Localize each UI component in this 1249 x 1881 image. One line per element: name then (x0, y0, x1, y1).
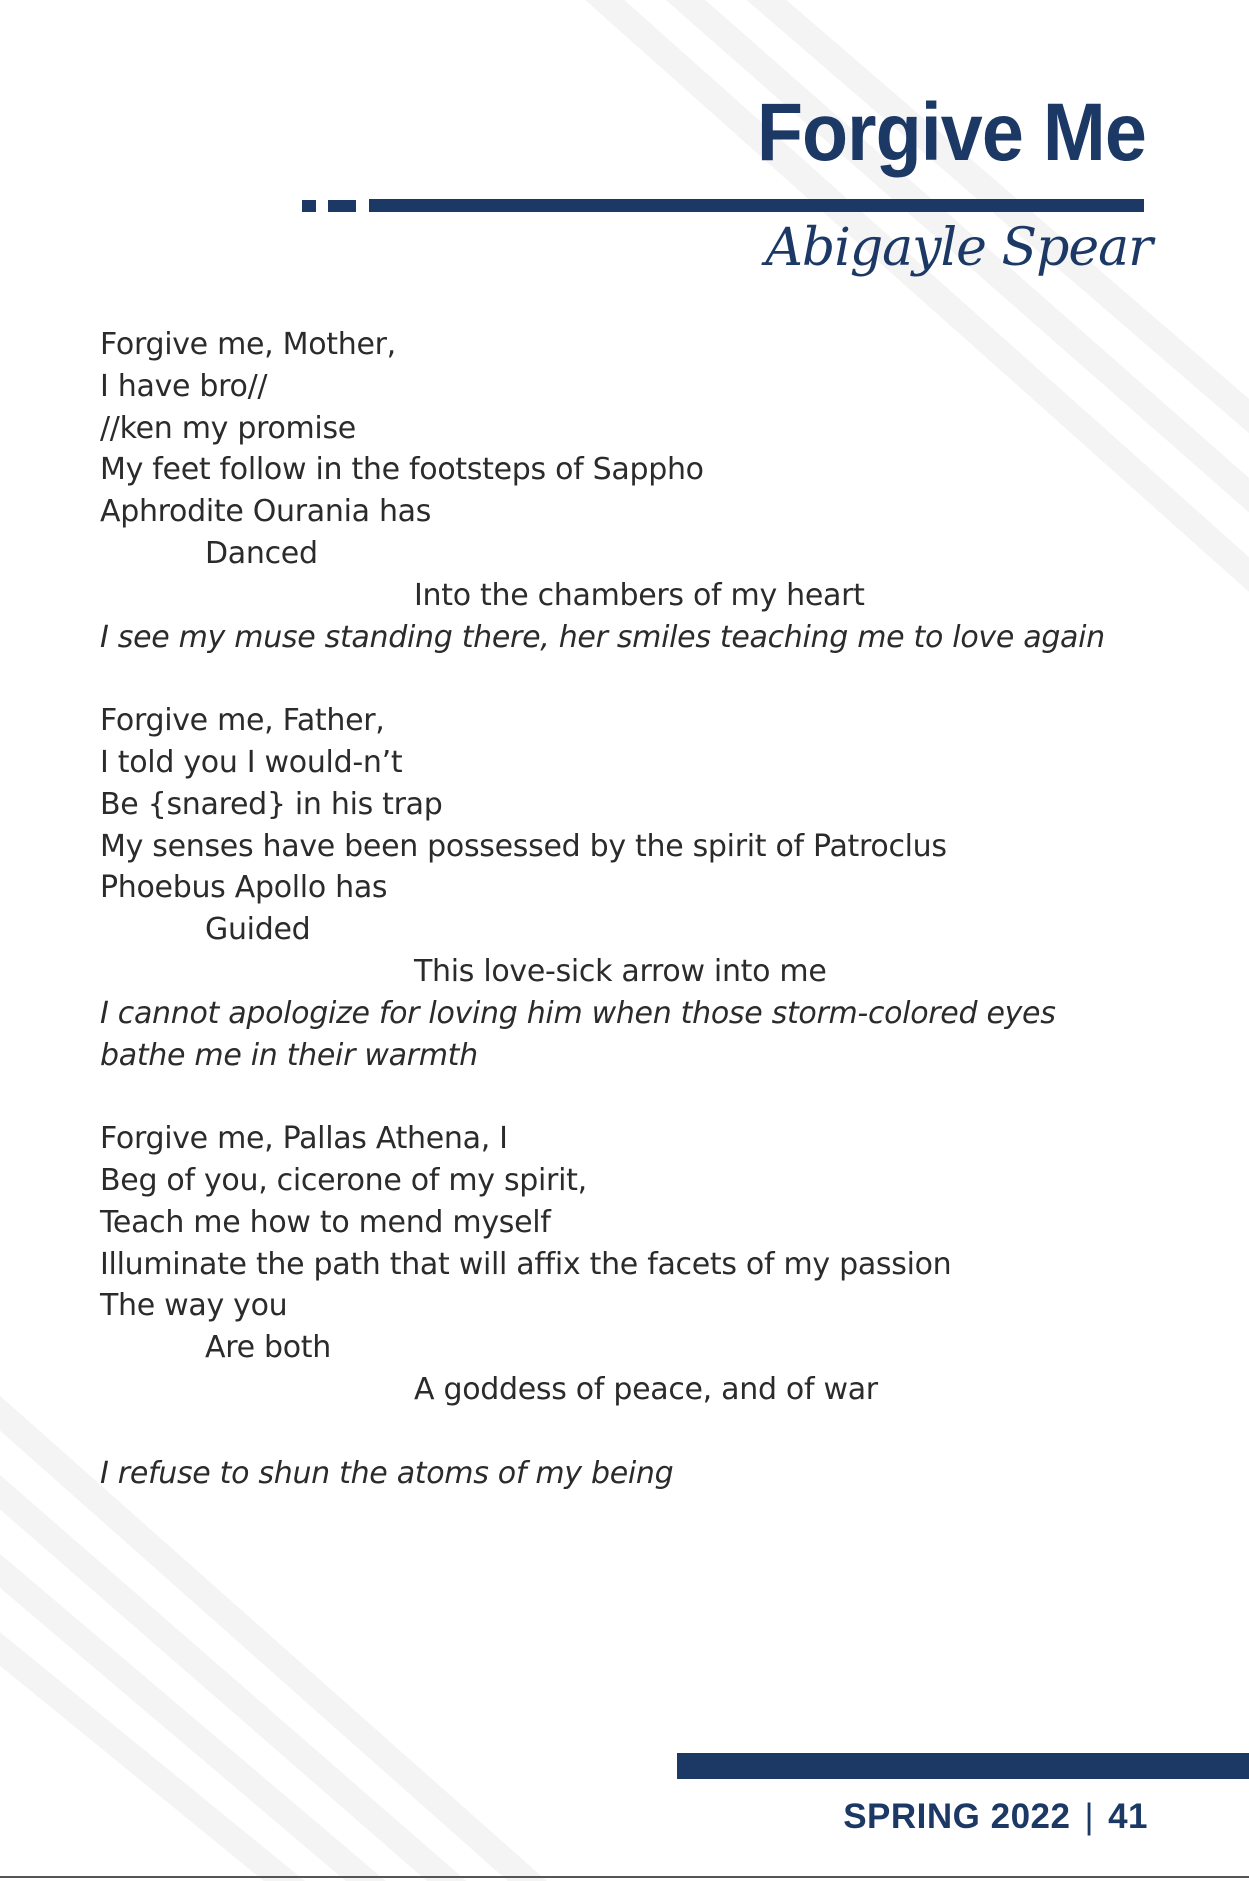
poem-line: Into the chambers of my heart (414, 577, 865, 613)
stanza-break (100, 1076, 1180, 1118)
page-footer (843, 1797, 1148, 1837)
poem-line: bathe me in their warmth (100, 1037, 478, 1073)
issue-label: SPRING 2022 (843, 1797, 1071, 1836)
poem-title: Forgive Me (756, 87, 1146, 178)
poem-line: The way you (100, 1288, 288, 1324)
poem-line: I told you I would-n’t (100, 744, 403, 780)
poem-line: I see my muse standing there, her smiles teaching me to love again (100, 619, 1105, 655)
poem-body (100, 324, 1180, 1494)
title-rule (369, 199, 1144, 212)
poem-line: This love-sick arrow into me (414, 953, 827, 989)
poem-line: I have bro// (100, 368, 268, 404)
title-rule-dot-2 (328, 200, 356, 212)
footer-separator: | (1084, 1797, 1095, 1836)
footer-bar (677, 1753, 1249, 1779)
stanza-break (100, 1411, 1180, 1453)
poem-line: Forgive me, Pallas Athena, I (100, 1121, 508, 1157)
poem-line: Beg of you, cicerone of my spirit, (100, 1162, 587, 1198)
poem-line: A goddess of peace, and of war (414, 1371, 878, 1407)
poem-line: Guided (205, 912, 311, 948)
poem-line: My feet follow in the footsteps of Sappho (100, 452, 704, 488)
poem-line: Teach me how to mend myself (100, 1204, 551, 1240)
poem-line: Danced (205, 535, 318, 571)
stanza-break (100, 658, 1180, 700)
title-rule-dot-1 (302, 200, 316, 212)
page-number: 41 (1108, 1797, 1148, 1836)
poem-line: Be {snared} in his trap (100, 786, 443, 822)
poem-line: Forgive me, Mother, (100, 327, 396, 362)
poem-line: My senses have been possessed by the spirit of Patroclus (100, 828, 947, 864)
poem-line: //ken my promise (100, 410, 356, 446)
poem-line: Phoebus Apollo has (100, 870, 388, 906)
page-bottom-border (0, 1876, 1249, 1878)
author-name: Abigayle Spear (765, 218, 1152, 278)
poem-line: I refuse to shun the atoms of my being (100, 1455, 674, 1491)
poem-line: Are both (205, 1330, 331, 1366)
poem-line: I cannot apologize for loving him when those storm-colored eyes (100, 995, 1056, 1031)
poem-line: Aphrodite Ourania has (100, 494, 432, 530)
poem-line: Forgive me, Father, (100, 703, 385, 739)
poem-line: Illuminate the path that will affix the facets of my passion (100, 1246, 952, 1282)
